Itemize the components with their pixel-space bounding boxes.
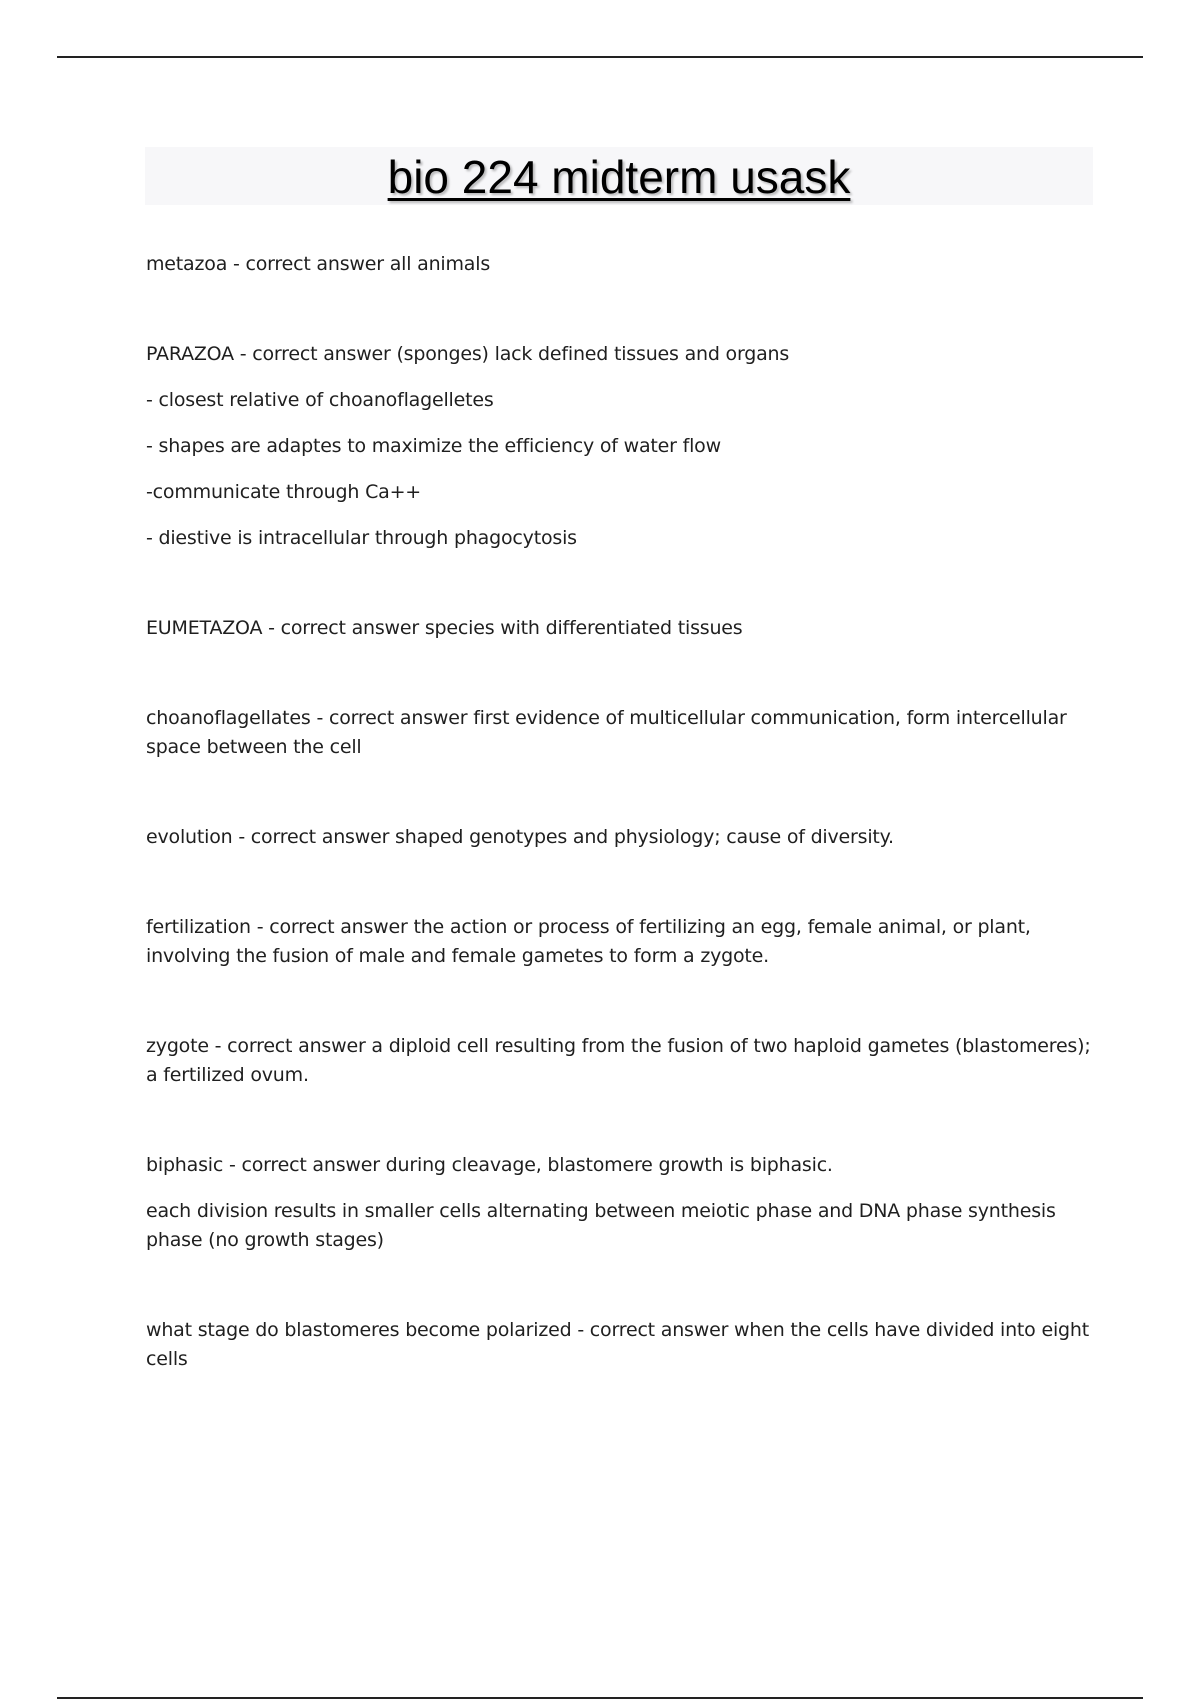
entry-text: what stage do blastomeres become polarized - correct answer when the cells have divided into eight cells: [146, 1319, 1089, 1370]
entry-zygote: [146, 1032, 1091, 1090]
entry-text: evolution - correct answer shaped genotypes and physiology; cause of diversity.: [146, 826, 894, 848]
title-banner: [145, 147, 1093, 205]
entry-eumetazoa: [146, 614, 1091, 643]
entry-text: PARAZOA - correct answer (sponges) lack defined tissues and organs: [146, 343, 790, 365]
entry-bullet: - closest relative of choanoflagelletes: [146, 389, 494, 411]
top-rule: [57, 56, 1143, 58]
entry-parazoa: [146, 340, 1091, 553]
entry-text: biphasic - correct answer during cleavage, blastomere growth is biphasic.: [146, 1154, 833, 1176]
entry-text: zygote - correct answer a diploid cell resulting from the fusion of two haploid gametes (blastomeres); a fertilized ovum.: [146, 1035, 1091, 1086]
document-body: [146, 250, 1091, 1374]
entry-bullet: -communicate through Ca++: [146, 481, 422, 503]
entry-text: EUMETAZOA - correct answer species with differentiated tissues: [146, 617, 743, 639]
entry-biphasic: [146, 1151, 1091, 1255]
entry-text: each division results in smaller cells alternating between meiotic phase and DNA phase synthesis phase (no growth stages): [146, 1200, 1056, 1251]
entry-bullet: - diestive is intracellular through phagocytosis: [146, 527, 577, 549]
entry-bullet: - shapes are adaptes to maximize the efficiency of water flow: [146, 435, 721, 457]
entry-choanoflagellates: [146, 704, 1091, 762]
entry-text: choanoflagellates - correct answer first evidence of multicellular communication, form intercellular space between the cell: [146, 707, 1067, 758]
bottom-rule: [57, 1697, 1143, 1699]
entry-polarized: [146, 1316, 1091, 1374]
entry-metazoa: [146, 250, 1091, 279]
entry-fertilization: [146, 913, 1091, 971]
entry-text: metazoa - correct answer all animals: [146, 253, 491, 275]
document-title: bio 224 midterm usask: [387, 151, 851, 203]
entry-text: fertilization - correct answer the action or process of fertilizing an egg, female animal, or plant, involving the fusion of male and female gametes to form a zygote.: [146, 916, 1031, 967]
entry-evolution: [146, 823, 1091, 852]
